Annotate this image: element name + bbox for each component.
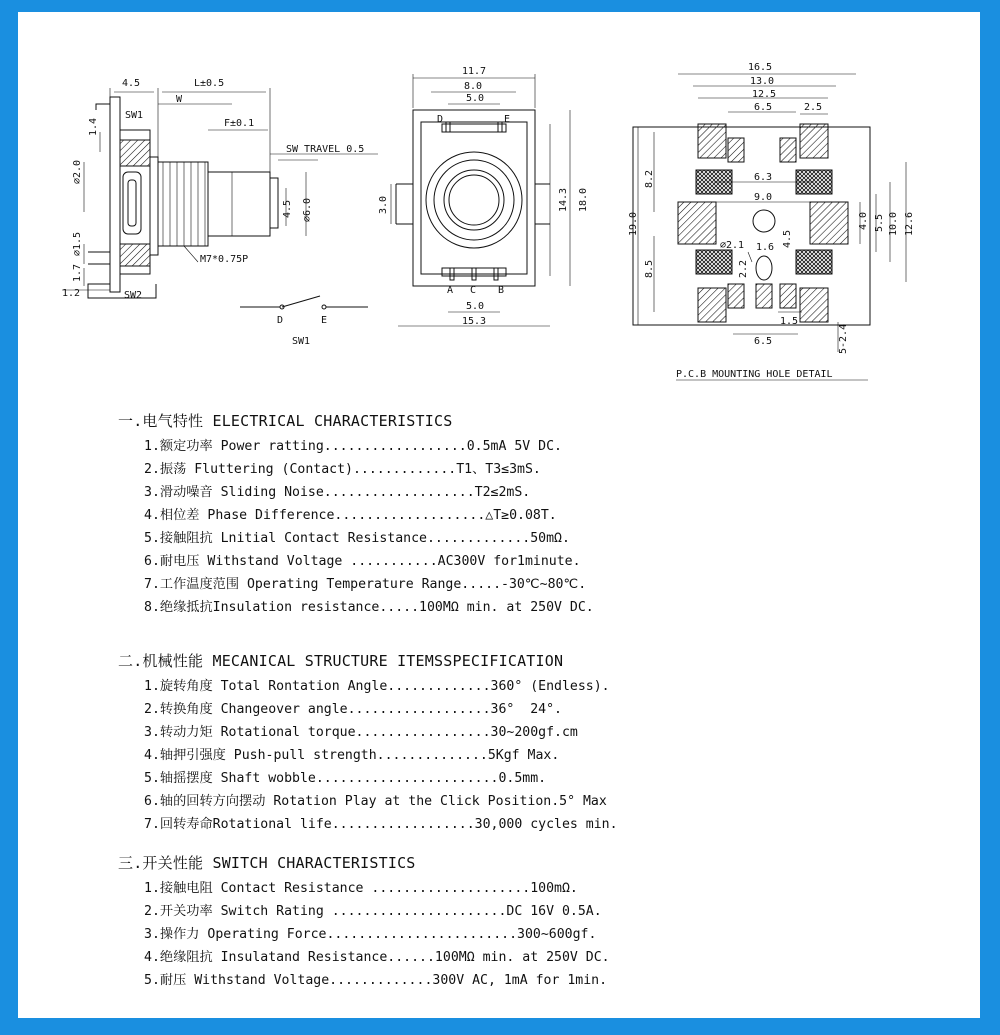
front-pin-c: C	[470, 285, 477, 296]
spec-row: 4.相位差 Phase Difference...................△T≥0.08T.	[144, 508, 557, 523]
front-dim-15-3: 15.3	[462, 316, 487, 327]
pcb-dim-2-2: 2.2	[738, 259, 749, 278]
front-pin-b: B	[498, 285, 505, 296]
label-sw2: SW2	[124, 290, 143, 301]
front-dim-11-7: 11.7	[462, 66, 487, 77]
label-sw1: SW1	[125, 110, 144, 121]
pcb-dim-10-0: 10.0	[888, 211, 899, 236]
dim-f: F±0.1	[224, 118, 255, 129]
pcb-dim-2-5: 2.5	[804, 102, 823, 113]
spec-row: 5.轴摇摆度 Shaft wobble.......................0.5mm.	[144, 771, 547, 786]
pcb-dim-9-0: 9.0	[754, 192, 773, 203]
spec-row: 1.接触电阻 Contact Resistance ....................100mΩ.	[144, 881, 578, 896]
pcb-dim-19-0: 19.0	[628, 211, 639, 236]
pcb-dim-4-0: 4.0	[858, 211, 869, 230]
front-pin-a: A	[447, 285, 454, 296]
pcb-caption: P.C.B MOUNTING HOLE DETAIL	[676, 369, 833, 380]
dim-4-5: 4.5	[122, 78, 141, 89]
dim-l: L±0.5	[194, 78, 225, 89]
switch-pin-d: D	[277, 315, 284, 326]
pcb-dim-8-2: 8.2	[644, 169, 655, 188]
front-pin-d: D	[437, 114, 444, 125]
thread-spec: M7*0.75P	[200, 254, 249, 265]
pcb-layout-drawing	[628, 62, 915, 380]
spec-row: 1.旋转角度 Total Rontation Angle.............360° (Endless).	[144, 679, 610, 694]
front-pin-e: E	[504, 114, 511, 125]
dim-phi-2: ⌀2.0	[72, 159, 83, 184]
front-dim-5-0-bot: 5.0	[466, 301, 485, 312]
sw-travel: SW TRAVEL 0.5	[286, 144, 365, 155]
pcb-dim-5-5: 5.5	[874, 213, 885, 232]
side-view-drawing	[62, 78, 378, 301]
pcb-dim-12-5: 12.5	[752, 89, 777, 100]
spec-row: 1.额定功率 Power ratting..................0.5mA 5V DC.	[144, 439, 562, 454]
pcb-dim-8-5: 8.5	[644, 259, 655, 278]
dim-1-7: 1.7	[72, 263, 83, 282]
dim-phi-1-5: ⌀1.5	[72, 231, 83, 256]
spec-row: 7.回转寿命Rotational life..................30,000 cycles min.	[144, 817, 618, 832]
spec-row: 2.振荡 Fluttering (Contact).............T1、T3≤3mS.	[144, 462, 541, 477]
pcb-dim-13-0: 13.0	[750, 76, 775, 87]
spec-row: 3.滑动噪音 Sliding Noise...................T2≤2mS.	[144, 485, 531, 500]
spec-row: 3.转动力矩 Rotational torque.................30~200gf.cm	[144, 725, 578, 740]
electrical-title: 一.电气特性 ELECTRICAL CHARACTERISTICS	[118, 412, 453, 430]
datasheet-page	[18, 12, 980, 1018]
front-dim-18-0: 18.0	[578, 187, 589, 212]
pcb-dim-1-5: 1.5	[780, 316, 799, 327]
spec-row: 6.轴的回转方向摆动 Rotation Play at the Click Position.5° Max	[144, 794, 607, 809]
pcb-dim-16-5: 16.5	[748, 62, 773, 73]
mechanical-section	[118, 650, 978, 836]
pcb-dim-12-6: 12.6	[904, 211, 915, 236]
dim-1-2: 1.2	[62, 288, 81, 299]
spec-row: 5.接触阻抗 Lnitial Contact Resistance.............50mΩ.	[144, 531, 570, 546]
spec-row: 6.耐电压 Withstand Voltage ...........AC300V for1minute.	[144, 554, 581, 569]
dim-1-4: 1.4	[88, 117, 99, 136]
switch-symbol	[240, 296, 368, 347]
front-dim-8-0: 8.0	[464, 81, 483, 92]
front-dim-5-0-top: 5.0	[466, 93, 485, 104]
spec-row: 8.绝缘抵抗Insulation resistance.....100MΩ min. at 250V DC.	[144, 600, 594, 615]
pcb-dim-phi-2-1: ⌀2.1	[720, 240, 745, 251]
dim-phi-6: ⌀6.0	[302, 197, 313, 222]
switch-title: 三.开关性能 SWITCH CHARACTERISTICS	[118, 854, 416, 872]
pcb-dim-1-6: 1.6	[756, 242, 775, 253]
spec-row: 4.轴押引强度 Push-pull strength..............5Kgf Max.	[144, 748, 560, 763]
front-dim-3-0: 3.0	[378, 195, 389, 214]
spec-row: 3.操作力 Operating Force........................300~600gf.	[144, 927, 597, 942]
switch-pin-e: E	[321, 315, 328, 326]
spec-row: 4.绝缘阻抗 Insulatand Resistance......100MΩ min. at 250V DC.	[144, 950, 610, 965]
switch-label: SW1	[292, 336, 311, 347]
pcb-dim-6-5-top: 6.5	[754, 102, 773, 113]
front-dim-14-3: 14.3	[558, 187, 569, 212]
technical-drawings	[18, 12, 980, 392]
pcb-dim-6-5-bot: 6.5	[754, 336, 773, 347]
spec-row: 2.转换角度 Changeover angle..................36° 24°.	[144, 702, 562, 717]
spec-row: 5.耐压 Withstand Voltage.............300V AC, 1mA for 1min.	[144, 973, 608, 988]
spec-row: 2.开关功率 Switch Rating ......................DC 16V 0.5A.	[144, 904, 602, 919]
switch-section	[118, 852, 978, 992]
pcb-dim-6-3: 6.3	[754, 172, 773, 183]
dim-w: W	[176, 94, 183, 105]
pcb-dim-4-5: 4.5	[782, 229, 793, 248]
front-view-drawing	[378, 66, 589, 327]
electrical-section	[118, 410, 978, 619]
dim-4-5-shaft: 4.5	[282, 199, 293, 218]
mechanical-title: 二.机械性能 MECANICAL STRUCTURE ITEMSSPECIFICATION	[118, 652, 564, 670]
pcb-dim-5-2-4: 5-2.4	[838, 323, 849, 354]
spec-row: 7.工作温度范围 Operating Temperature Range.....-30℃~80℃.	[144, 577, 587, 592]
